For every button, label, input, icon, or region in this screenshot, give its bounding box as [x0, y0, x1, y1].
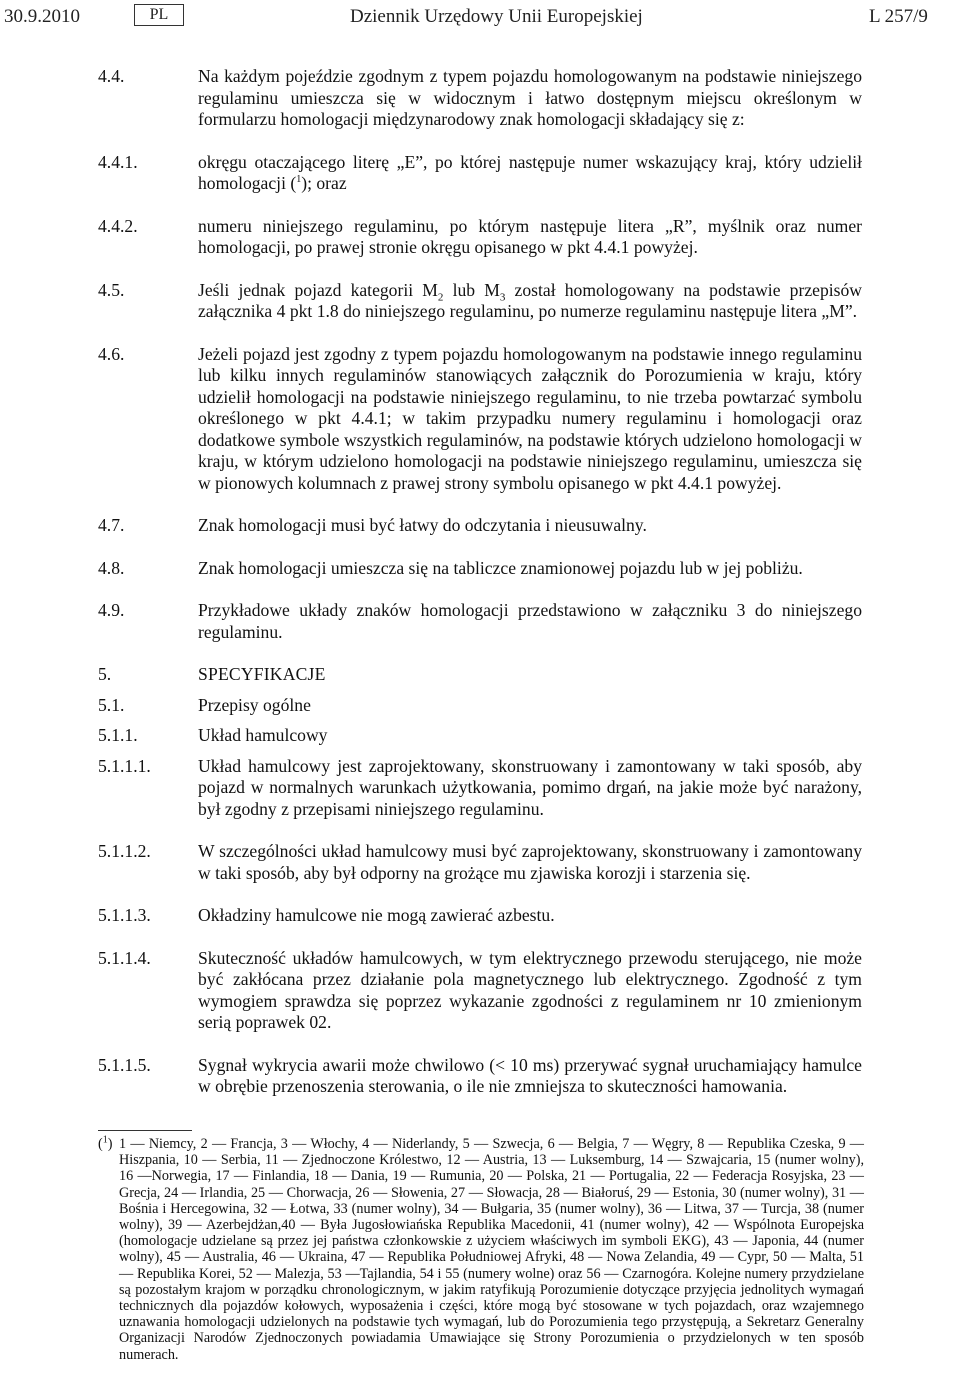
paragraph-number: 5.1.1.1. — [98, 755, 151, 776]
heading-5-1 — [98, 695, 862, 717]
paragraph-text: numeru niniejszego regulaminu, po którym następuje litera „R”, myślnik oraz numer homologacji, po prawej stronie okręgu opisanego w pkt 4.4.1 powyżej. — [198, 215, 862, 257]
footnote-mark: ($^1$) — [98, 1134, 113, 1152]
paragraph-5-1-1-4 — [98, 948, 862, 1034]
paragraph-4-4 — [98, 66, 862, 131]
paragraph-number: 4.4.1. — [98, 151, 138, 172]
paragraph-text: Znak homologacji musi być łatwy do odczytania i nieusuwalny. — [198, 515, 647, 535]
page-header — [0, 0, 960, 40]
paragraph-number: 4.9. — [98, 600, 125, 620]
paragraph-5-1-1-2 — [98, 841, 862, 884]
page-number: L 257/9 — [869, 6, 928, 27]
paragraph-number: 5.1.1.4. — [98, 947, 151, 968]
section-number: 5.1. — [98, 694, 125, 715]
paragraph-text: Znak homologacji umieszcza się na tabliczce znamionowej pojazdu lub w jej pobliżu. — [198, 557, 803, 578]
language-badge: PL — [134, 4, 184, 26]
paragraph-number: 4.7. — [98, 515, 125, 535]
heading-5-1-1 — [98, 725, 862, 747]
paragraph-number: 5.1.1.5. — [98, 1054, 151, 1075]
paragraph-4-8 — [98, 558, 862, 580]
paragraph-5-1-1-5 — [98, 1055, 862, 1098]
paragraph-text: Jeśli jednak pojazd kategorii $M_2$ lub $M_3$ został homologowany na podstawie przepisów załącznika 4 pkt 1.8 do niniejszego regulaminu, po numerze regulaminu następuje litera „M”. — [198, 279, 862, 321]
section-5-heading — [98, 664, 862, 686]
paragraph-text: okręgu otaczającego literę „E”, po której następuje numer wskazujący kraj, który udzielił homologacji ($^1$); oraz — [198, 151, 862, 193]
section-title: Przepisy ogólne — [198, 694, 311, 715]
paragraph-text: W szczególności układ hamulcowy musi być zaprojektowany, skonstruowany i zamontowany w taki sposób, aby był odporny na grożące mu zjawiska korozji i starzenia się. — [198, 841, 862, 883]
section-title: SPECYFIKACJE — [198, 664, 326, 684]
paragraph-text: Sygnał wykrycia awarii może chwilowo (< 10 ms) przerywać sygnał uruchamiający hamulce w obrębie przenoszenia sterowania, o ile nie zmniejsza to skuteczności hamowania. — [198, 1054, 862, 1096]
paragraph-text: Układ hamulcowy jest zaprojektowany, skonstruowany i zamontowany w taki sposób, aby pojazd w normalnych warunkach użytkowania, pomimo drgań, na jakie może być narażony, był zgodny z przepisami niniejszego regulaminu. — [198, 755, 862, 819]
footnote — [98, 1136, 864, 1363]
section-number: 5. — [98, 664, 112, 684]
paragraph-number: 4.5. — [98, 279, 125, 300]
paragraph-number: 5.1.1.3. — [98, 905, 151, 925]
paragraph-number: 5.1.1.2. — [98, 841, 151, 861]
paragraph-4-4-1 — [98, 152, 862, 195]
paragraph-5-1-1-1 — [98, 756, 862, 821]
paragraph-number: 4.4.2. — [98, 215, 138, 236]
paragraph-text: Skuteczność układów hamulcowych, w tym elektrycznego przewodu sterującego, nie może być zakłócana przez działanie pola magnetycznego lub elektrycznego. Zgodność z tym wymogiem sprawdza się poprzez wykazanie zgodności z regulaminem nr 10 zmienionym serią poprawek 02. — [198, 947, 862, 1032]
section-number: 5.1.1. — [98, 725, 138, 745]
paragraph-4-9 — [98, 600, 862, 643]
document-body — [98, 66, 862, 1098]
section-title: Układ hamulcowy — [198, 725, 328, 745]
paragraph-number: 4.6. — [98, 343, 125, 364]
paragraph-4-4-2 — [98, 216, 862, 259]
publication-date: 30.9.2010 — [4, 6, 80, 27]
paragraph-4-7 — [98, 515, 862, 537]
footnote-reference[interactable]: 1 — [296, 174, 302, 186]
paragraph-text: Na każdym pojeździe zgodnym z typem pojazdu homologowanym na podstawie niniejszego regulaminu umieszcza się w widocznym i łatwo dostępnym miejscu określonym w formularzu homologacji międzynarodowy znak homologacji składający się z: — [198, 66, 862, 129]
paragraph-number: 4.4. — [98, 66, 125, 86]
footnote-separator — [98, 1130, 192, 1131]
paragraph-text: Jeżeli pojazd jest zgodny z typem pojazdu homologowanym na podstawie innego regulaminu lub kilku innych regulaminów stanowiących załącznik do Porozumienia w kraju, który udzielił homologacji na podstawie niniejszego regulaminu, to nie trzeba powtarzać symbolu określonego w pkt 4.4.1; w takim przypadku numery regulaminu i homologacji oraz dodatkowe symbole wszystkich regulaminów, na podstawie których udzielono homologacji w kraju, w którym udzielono homologacji na podstawie niniejszego regulaminu, umieszcza się w pionowych kolumnach z prawej strony symbolu opisanego w pkt 4.4.1 powyżej. — [198, 343, 862, 493]
paragraph-text: Okładziny hamulcowe nie mogą zawierać azbestu. — [198, 905, 555, 925]
paragraph-text: Przykładowe układy znaków homologacji przedstawiono w załączniku 3 do niniejszego regulaminu. — [198, 600, 862, 642]
footnote-text: 1 — Niemcy, 2 — Francja, 3 — Włochy, 4 — Niderlandy, 5 — Szwecja, 6 — Belgia, 7 — Węgry, 8 — Republika Czeska, 9 — Hiszpania, 10 — Serbia, 11 — Zjednoczone Królestwo, 12 — Austria, 13 — Luksemburg, 14 — Szwajcaria, 15 (numer wolny), 16 —Norwegia, 17 — Finlandia, 18 — Dania, 19 — Rumunia, 20 — Polska, 21 — Portugalia, 22 — Federacja Rosyjska, 23 — Grecja, 24 — Irlandia, 25 — Chorwacja, 26 — Słowenia, 27 — Słowacja, 28 — Białoruś, 29 — Estonia, 30 (numer wolny), 31 — Bośnia i Hercegowina, 32 — Łotwa, 33 (numer wolny), 34 — Bułgaria, 35 (numer wolny), 36 — Litwa, 37 — Turcja, 38 (numer wolny), 39 — Azerbejdżan,40 — Była Jugosłowiańska Republika Macedonii, 41 (numer wolny), 42 — Wspólnota Europejska (homologacje udzielane są przez jej państwa członkowskie z użyciem właściwych im symboli EKG), 43 — Japonia, 44 (numer wolny), 45 — Australia, 46 — Ukraina, 47 — Republika Południowej Afryki, 48 — Nowa Zelandia, 49 — Cypr, 50 — Malta, 51 — Republika Korei, 52 — Malezja, 53 —Tajlandia, 54 i 55 (numery wolne) oraz 56 — Czarnogóra. Kolejne numery przydzielane są pozostałym krajom w porządku chronologicznym, w jakim ratyfikują Porozumienie dotyczące przyjęcia jednolitych wymagań technicznych dla pojazdów kołowych, wyposażenia i części, które mogą być stosowane w tych pojazdach, oraz wzajemnego uznawania homologacji udzielonych na podstawie tych wymagań, lub do Porozumienia tego przystępują, a Sekretarz Generalny Organizacji Narodów Zjednoczonych powiadamia Umawiające się Strony Porozumienia o przydzielonych w ten sposób numerach. — [119, 1136, 864, 1363]
paragraph-4-6 — [98, 344, 862, 495]
paragraph-number: 4.8. — [98, 557, 125, 578]
paragraph-5-1-1-3 — [98, 905, 862, 927]
paragraph-4-5 — [98, 280, 862, 323]
journal-title: Dziennik Urzędowy Unii Europejskiej — [350, 6, 643, 27]
